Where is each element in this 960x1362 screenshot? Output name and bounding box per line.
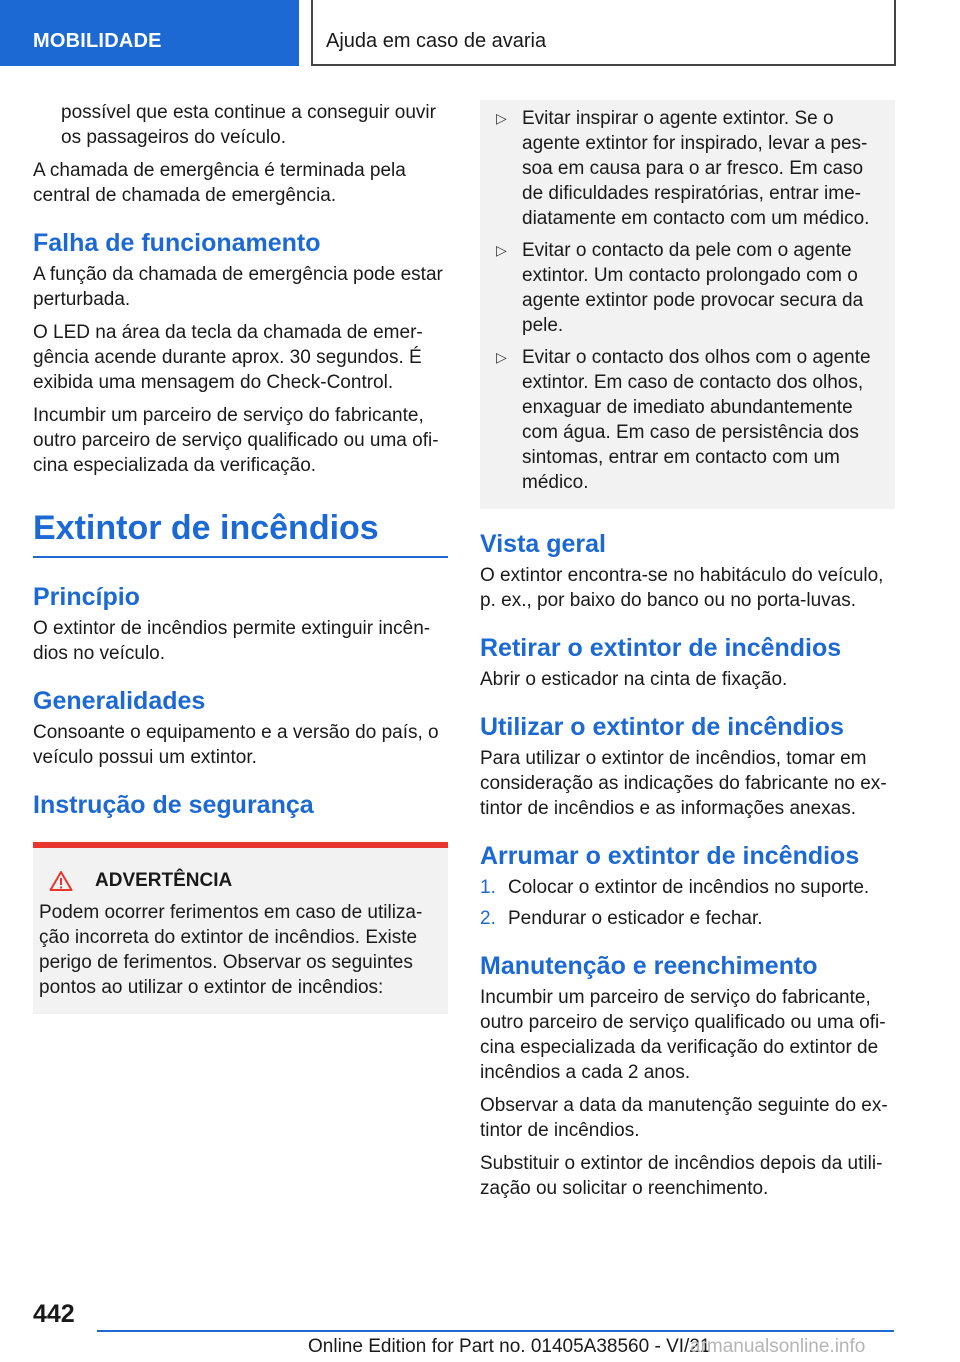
warning-text: Podem ocorrer ferimentos em caso de utilização incorreta do extintor de incêndios. Existe perigo de ferimentos. Observar os seguintes pontos ao utilizar o extintor de incêndios: (39, 902, 423, 998)
left-column (33, 100, 448, 1014)
continued-paragraph: possível que esta continue a conseguir ouvir os passageiros do veículo. (61, 102, 436, 148)
list-item-text: Evitar o contacto dos olhos com o agente extintor. Em caso de contacto dos olhos, enxaguar de imediato abundantemente com água. Em caso de persistência dos sintomas, entrar em contacto com um médico. (522, 347, 871, 493)
heading-general: Generalidades (33, 687, 206, 715)
paragraph-malfunction-3: Incumbir um parceiro de serviço do fabricante, outro parceiro de serviço qualificado ou uma oficina especializada da verificação. (33, 405, 439, 476)
list-item-text: Evitar o contacto da pele com o agente extintor. Um contacto prolongado com o agente extintor pode provocar secura da pele. (522, 240, 864, 336)
paragraph-maintenance-1: Incumbir um parceiro de serviço do fabricante, outro parceiro de serviço qualificado ou uma oficina especializada da verificação do extintor de incêndios a cada 2 anos. (480, 987, 886, 1083)
numbered-step (480, 875, 895, 900)
warning-title-text: ADVERTÊNCIA (95, 870, 233, 891)
heading-malfunction: Falha de funcionamento (33, 229, 321, 257)
paragraph-end-call: A chamada de emergência é terminada pela central de chamada de emergência. (33, 160, 406, 206)
paragraph-overview: O extintor encontra-se no habitáculo do veículo, p. ex., por baixo do banco ou no porta-luvas. (480, 565, 884, 611)
list-item (488, 106, 887, 231)
warning-continuation-box (480, 100, 895, 509)
list-item-text: Evitar inspirar o agente extintor. Se o agente extintor for inspirado, levar a pessoa em causa para o ar fresco. Em caso de dificuldades respiratórias, entrar imediatamente em contacto com um médico. (522, 108, 870, 229)
page-header (0, 0, 960, 66)
paragraph-principle: O extintor de incêndios permite extinguir incêndios no veículo. (33, 618, 431, 664)
step-text: Pendurar o esticador e fechar. (508, 908, 763, 929)
heading-principle: Princípio (33, 583, 140, 611)
warning-triangle-icon (49, 870, 73, 892)
page-number: 442 (33, 1300, 75, 1328)
step-number: 2. (480, 908, 496, 929)
list-item (488, 345, 887, 495)
paragraph-malfunction-1: A função da chamada de emergência pode estar perturbada. (33, 264, 443, 310)
warning-box (33, 842, 448, 1014)
heading-store: Arrumar o extintor de incêndios (480, 842, 860, 870)
numbered-step (480, 906, 895, 931)
warning-title (39, 870, 442, 892)
heading-safety: Instrução de segurança (33, 791, 314, 819)
heading-use: Utilizar o extintor de incêndios (480, 713, 844, 741)
heading-maintenance: Manutenção e reenchimento (480, 952, 818, 980)
heading-extinguisher: Extintor de incêndios (33, 508, 448, 558)
heading-overview: Vista geral (480, 530, 607, 558)
footer-divider (97, 1330, 894, 1332)
chapter-title: Ajuda em caso de avaria (311, 0, 896, 66)
paragraph-malfunction-2: O LED na área da tecla da chamada de emergência acende durante aprox. 30 segundos. É exibida uma mensagem do Check-Control. (33, 322, 423, 393)
paragraph-maintenance-3: Substituir o extintor de incêndios depois da utilização ou solicitar o reenchimento. (480, 1153, 883, 1199)
triangle-bullet-icon: ▷ (496, 242, 507, 258)
paragraph-remove: Abrir o esticador na cinta de fixação. (480, 669, 788, 690)
step-text: Colocar o extintor de incêndios no suporte. (508, 877, 870, 898)
footer-watermark: armanualsonline.info (690, 1336, 866, 1357)
section-tab: MOBILIDADE (0, 0, 299, 66)
list-item (488, 238, 887, 338)
footer-edition: Online Edition for Part no. 01405A38560 - VI/21 (308, 1336, 711, 1357)
heading-remove: Retirar o extintor de incêndios (480, 634, 842, 662)
triangle-bullet-icon: ▷ (496, 349, 507, 365)
right-column (480, 100, 895, 1209)
step-number: 1. (480, 877, 496, 898)
paragraph-use: Para utilizar o extintor de incêndios, tomar em consideração as indicações do fabricante no extintor de incêndios e as informações anexas. (480, 748, 887, 819)
paragraph-general: Consoante o equipamento e a versão do país, o veículo possui um extintor. (33, 722, 439, 768)
triangle-bullet-icon: ▷ (496, 110, 507, 126)
paragraph-maintenance-2: Observar a data da manutenção seguinte do extintor de incêndios. (480, 1095, 888, 1141)
